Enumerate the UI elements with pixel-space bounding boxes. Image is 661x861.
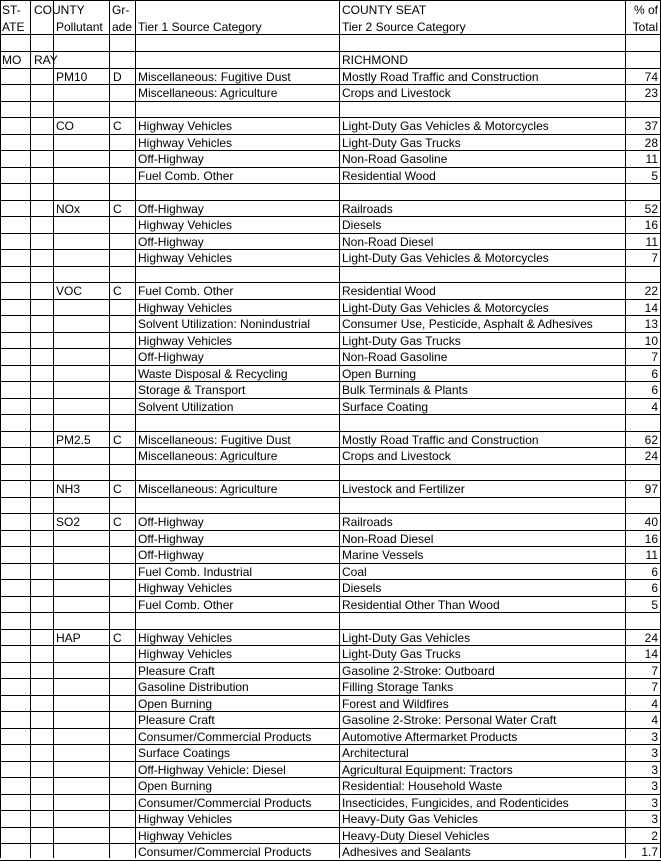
grade-cell: C <box>113 630 122 645</box>
percent-cell: 3 <box>651 762 658 777</box>
percent-cell: 74 <box>644 69 658 84</box>
percent-cell: 13 <box>644 317 658 331</box>
blank-row <box>0 498 661 515</box>
tier1-cell: Fuel Comb. Industrial <box>138 564 253 579</box>
pollutant-cell: NOx <box>56 201 80 216</box>
tier2-cell: Automotive Aftermarket Products <box>342 729 518 744</box>
tier2-cell: Railroads <box>342 515 393 529</box>
county-cell: RAY <box>34 53 58 67</box>
percent-cell: 3 <box>651 795 658 810</box>
table-row <box>0 564 661 581</box>
table-row <box>0 531 661 548</box>
tier1-cell: Highway Vehicles <box>138 333 233 348</box>
percent-cell: 6 <box>651 366 658 381</box>
table-row <box>0 646 661 663</box>
tier1-cell: Highway Vehicles <box>138 630 233 645</box>
grade-cell: C <box>113 432 122 447</box>
tier2-cell: Non-Road Diesel <box>342 531 434 546</box>
header-state-line2: ATE <box>2 20 25 34</box>
percent-cell: 24 <box>644 449 658 463</box>
percent-cell: 16 <box>644 531 658 546</box>
percent-cell: 16 <box>644 218 658 232</box>
percent-cell: 5 <box>651 168 658 183</box>
table-row <box>0 762 661 779</box>
tier2-cell: Crops and Livestock <box>342 86 451 100</box>
table-row <box>0 300 661 317</box>
tier1-cell: Off-Highway <box>138 548 204 562</box>
tier2-cell: Open Burning <box>342 366 417 381</box>
blank-row <box>0 415 661 432</box>
table-row <box>0 811 661 828</box>
table-row <box>0 333 661 350</box>
header-county: COUNTY <box>34 3 85 17</box>
table-row <box>0 679 661 696</box>
tier2-cell: Forest and Wildfires <box>342 696 449 711</box>
tier1-cell: Solvent Utilization <box>138 399 234 414</box>
table-header <box>0 0 661 35</box>
blank-row <box>0 465 661 482</box>
tier1-cell: Highway Vehicles <box>138 828 233 843</box>
percent-cell: 11 <box>645 548 658 562</box>
table-row <box>0 448 661 465</box>
tier2-cell: Crops and Livestock <box>342 449 451 463</box>
grade-cell: C <box>113 201 122 216</box>
tier1-cell: Surface Coatings <box>138 746 231 760</box>
tier2-cell: Diesels <box>342 218 382 232</box>
tier1-cell: Pleasure Craft <box>138 663 215 678</box>
tier2-cell: Railroads <box>342 201 393 216</box>
header-tier2: Tier 2 Source Category <box>342 20 466 34</box>
percent-cell: 14 <box>644 300 658 315</box>
tier1-cell: Consumer/Commercial Products <box>138 845 312 859</box>
blank-row <box>0 613 661 630</box>
table-row <box>0 118 661 135</box>
percent-cell: 3 <box>651 729 658 744</box>
table-row <box>0 250 661 267</box>
percent-cell: 24 <box>644 630 658 645</box>
table-row <box>0 844 661 861</box>
tier1-cell: Pleasure Craft <box>138 713 215 727</box>
percent-cell: 28 <box>644 135 658 150</box>
table-row <box>0 382 661 399</box>
table-row <box>0 168 661 185</box>
percent-cell: 6 <box>651 383 658 397</box>
percent-cell: 6 <box>651 564 658 579</box>
tier2-cell: Mostly Road Traffic and Construction <box>342 69 539 84</box>
tier2-cell: Adhesives and Sealants <box>342 845 471 859</box>
percent-cell: 3 <box>651 779 658 793</box>
pollutant-cell: SO2 <box>56 515 81 529</box>
tier1-cell: Off-Highway <box>138 234 204 249</box>
tier1-cell: Highway Vehicles <box>138 251 233 265</box>
tier1-cell: Waste Disposal & Recycling <box>138 366 288 381</box>
percent-cell: 2 <box>651 828 658 843</box>
tier1-cell: Gasoline Distribution <box>138 680 249 694</box>
header-pct-line2: Total <box>632 20 658 34</box>
table-row <box>0 514 661 531</box>
tier1-cell: Off-Highway <box>138 515 204 529</box>
tier1-cell: Highway Vehicles <box>138 812 233 826</box>
table-row <box>0 547 661 564</box>
percent-cell: 7 <box>651 680 658 694</box>
tier1-cell: Highway Vehicles <box>138 647 233 661</box>
tier2-cell: Agricultural Equipment: Tractors <box>342 762 513 777</box>
table-row <box>0 234 661 251</box>
tier2-cell: Non-Road Gasoline <box>342 350 448 364</box>
table-row <box>0 795 661 812</box>
percent-cell: 4 <box>651 713 658 727</box>
table-row <box>0 217 661 234</box>
table-row <box>0 580 661 597</box>
grade-cell: C <box>113 515 122 529</box>
state-cell: MO <box>2 53 22 67</box>
table-row <box>0 201 661 218</box>
tier1-cell: Miscellaneous: Agriculture <box>138 482 278 496</box>
tier1-cell: Miscellaneous: Agriculture <box>138 449 278 463</box>
tier1-cell: Highway Vehicles <box>138 218 233 232</box>
blank-row <box>0 36 661 53</box>
pollutant-cell: CO <box>56 119 74 133</box>
header-pollutant: Pollutant <box>56 20 103 34</box>
tier1-cell: Highway Vehicles <box>138 300 233 315</box>
percent-cell: 3 <box>651 746 658 760</box>
table-row <box>0 366 661 383</box>
tier1-cell: Off-Highway <box>138 152 204 166</box>
tier1-cell: Open Burning <box>138 696 213 711</box>
percent-cell: 11 <box>645 152 658 166</box>
grade-cell: D <box>113 69 122 84</box>
tier2-cell: Diesels <box>342 581 382 595</box>
percent-cell: 7 <box>651 251 658 265</box>
tier1-cell: Consumer/Commercial Products <box>138 729 312 744</box>
table-row <box>0 432 661 449</box>
tier2-cell: Residential Other Than Wood <box>342 597 500 612</box>
tier2-cell: Insecticides, Fungicides, and Rodenticides <box>342 795 569 810</box>
percent-cell: 22 <box>644 284 658 298</box>
table-row <box>0 630 661 647</box>
tier1-cell: Miscellaneous: Agriculture <box>138 86 278 100</box>
table-row <box>0 597 661 614</box>
table-row <box>0 399 661 416</box>
header-grade-line1: Gr- <box>112 3 130 17</box>
tier2-cell: Consumer Use, Pesticide, Asphalt & Adhesives <box>342 317 593 331</box>
percent-cell: 10 <box>644 333 658 348</box>
tier2-cell: Residential Wood <box>342 284 436 298</box>
percent-cell: 52 <box>644 201 658 216</box>
header-state-line1: ST- <box>2 3 21 17</box>
tier2-cell: Gasoline 2-Stroke: Outboard <box>342 663 495 678</box>
tier1-cell: Miscellaneous: Fugitive Dust <box>138 432 291 447</box>
percent-cell: 62 <box>644 432 658 447</box>
tier2-cell: Heavy-Duty Diesel Vehicles <box>342 828 490 843</box>
tier2-cell: Heavy-Duty Gas Vehicles <box>342 812 479 826</box>
percent-cell: 40 <box>644 515 658 529</box>
tier2-cell: Light-Duty Gas Trucks <box>342 333 461 348</box>
table-row <box>0 712 661 729</box>
tier2-cell: Light-Duty Gas Trucks <box>342 135 461 150</box>
percent-cell: 97 <box>644 482 658 496</box>
table-row <box>0 481 661 498</box>
tier1-cell: Open Burning <box>138 779 213 793</box>
tier2-cell: Light-Duty Gas Vehicles <box>342 630 471 645</box>
grade-cell: C <box>113 119 122 133</box>
tier1-cell: Fuel Comb. Other <box>138 168 234 183</box>
tier1-cell: Storage & Transport <box>138 383 246 397</box>
table-row <box>0 663 661 680</box>
header-county-seat: COUNTY SEAT <box>342 3 427 17</box>
table-row <box>0 745 661 762</box>
blank-row <box>0 267 661 284</box>
percent-cell: 4 <box>651 399 658 414</box>
pollutant-cell: PM10 <box>56 69 88 84</box>
header-pct-line1: % of <box>633 3 658 17</box>
percent-cell: 14 <box>644 647 658 661</box>
tier2-cell: Residential: Household Waste <box>342 779 503 793</box>
table-row <box>0 283 661 300</box>
tier1-cell: Fuel Comb. Other <box>138 597 234 612</box>
pollutant-cell: NH3 <box>56 482 81 496</box>
header-tier1: Tier 1 Source Category <box>138 20 262 34</box>
table-row <box>0 316 661 333</box>
tier1-cell: Fuel Comb. Other <box>138 284 234 298</box>
pollutant-cell: HAP <box>56 630 81 645</box>
blank-row <box>0 184 661 201</box>
percent-cell: 5 <box>651 597 658 612</box>
grade-cell: C <box>113 482 122 496</box>
tier2-cell: Bulk Terminals & Plants <box>342 383 468 397</box>
tier1-cell: Highway Vehicles <box>138 135 233 150</box>
pollutant-cell: VOC <box>56 284 83 298</box>
tier2-cell: Gasoline 2-Stroke: Personal Water Craft <box>342 713 557 727</box>
table-row <box>0 696 661 713</box>
tier1-cell: Miscellaneous: Fugitive Dust <box>138 69 291 84</box>
tier1-cell: Consumer/Commercial Products <box>138 795 312 810</box>
tier2-cell: Filling Storage Tanks <box>342 680 454 694</box>
tier2-cell: Marine Vessels <box>342 548 424 562</box>
percent-cell: 6 <box>651 581 658 595</box>
table-row <box>0 349 661 366</box>
table-row <box>0 69 661 86</box>
table-row <box>0 778 661 795</box>
percent-cell: 7 <box>651 350 658 364</box>
percent-cell: 1.7 <box>641 845 658 859</box>
percent-cell: 3 <box>651 812 658 826</box>
grade-cell: C <box>113 284 122 298</box>
percent-cell: 7 <box>651 663 658 678</box>
tier2-cell: Light-Duty Gas Trucks <box>342 647 461 661</box>
tier2-cell: Mostly Road Traffic and Construction <box>342 432 539 447</box>
tier1-cell: Highway Vehicles <box>138 119 233 133</box>
tier1-cell: Off-Highway <box>138 350 204 364</box>
tier1-cell: Highway Vehicles <box>138 581 233 595</box>
tier2-cell: Non-Road Diesel <box>342 234 434 249</box>
tier2-cell: Architectural <box>342 746 409 760</box>
tier1-cell: Off-Highway Vehicle: Diesel <box>138 762 286 777</box>
percent-cell: 37 <box>644 119 658 133</box>
table-row <box>0 151 661 168</box>
percent-cell: 11 <box>645 234 658 249</box>
tier2-cell: Light-Duty Gas Vehicles & Motorcycles <box>342 119 549 133</box>
table-row <box>0 729 661 746</box>
header-grade-line2: ade <box>112 20 133 34</box>
percent-cell: 4 <box>651 696 658 711</box>
table-row <box>0 85 661 102</box>
tier1-cell: Solvent Utilization: Nonindustrial <box>138 317 311 331</box>
county-seat-cell: RICHMOND <box>342 53 408 67</box>
tier1-cell: Off-Highway <box>138 201 204 216</box>
percent-cell: 23 <box>644 86 658 100</box>
blank-row <box>0 102 661 119</box>
tier1-cell: Off-Highway <box>138 531 204 546</box>
tier2-cell: Coal <box>342 564 367 579</box>
table-row <box>0 828 661 845</box>
tier2-cell: Light-Duty Gas Vehicles & Motorcycles <box>342 251 549 265</box>
location-row <box>0 52 661 69</box>
tier2-cell: Livestock and Fertilizer <box>342 482 465 496</box>
tier2-cell: Non-Road Gasoline <box>342 152 448 166</box>
pollutant-cell: PM2.5 <box>56 432 91 447</box>
table-row <box>0 135 661 152</box>
tier2-cell: Light-Duty Gas Vehicles & Motorcycles <box>342 300 549 315</box>
tier2-cell: Residential Wood <box>342 168 436 183</box>
tier2-cell: Surface Coating <box>342 399 429 414</box>
